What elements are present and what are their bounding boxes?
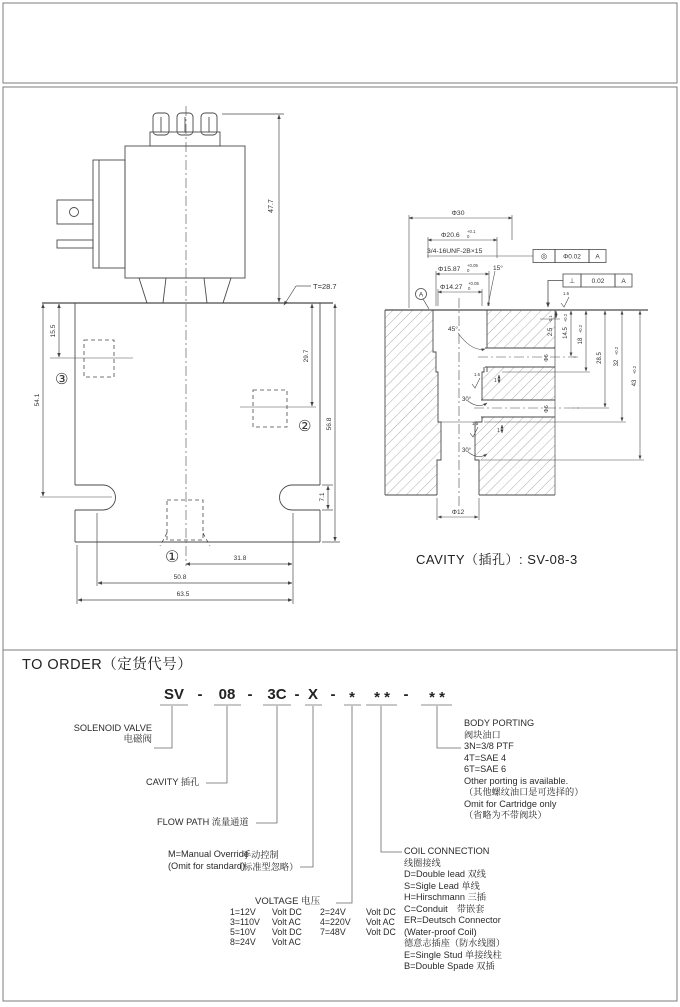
coil-connection-line: S=Sigle Lead 单线 [404, 880, 480, 891]
dim-d6-b: Φ6 [544, 405, 550, 413]
override-zh-line1: 手动控制 [242, 850, 279, 860]
leader-t28-7 [284, 286, 311, 305]
valve-body-view [40, 303, 340, 604]
dim-d30: Φ30 [451, 210, 465, 217]
voltage-cell: Volt AC [366, 917, 395, 927]
code-seg-valve: SV [163, 686, 184, 703]
dim-d206-tol-up: +0.1 [467, 229, 476, 234]
coil-connection-line: ER=Deutsch Connector [404, 915, 501, 925]
hex-nut [139, 278, 231, 303]
dim-d206: Φ20.6 [441, 232, 460, 239]
body-porting-line: 阀块油口 [464, 729, 501, 740]
dim-25: 2.5 [548, 327, 554, 337]
body-porting-line: Other porting is available. [464, 775, 569, 786]
dim-43: 43 [632, 379, 638, 387]
dim-d1427-tol-dn: 0 [468, 286, 471, 291]
code-seg-override: X [307, 686, 318, 703]
body-porting-line: 6T=SAE 6 [464, 764, 507, 774]
dim-56-8: 56.8 [326, 417, 333, 431]
coil-connection-block [404, 846, 505, 973]
dim-145: 14.5 [563, 327, 569, 339]
dim-54-1: 54.1 [34, 393, 41, 407]
gdt1-datum: A [595, 253, 600, 261]
dim-25-tol: -0.1 [548, 315, 553, 323]
dim-43-tol: +0.2 [632, 365, 637, 375]
dim-63-5: 63.5 [176, 591, 190, 598]
coil-side-view [42, 106, 333, 312]
code-dash-3: - [294, 686, 300, 703]
body-porting-block [464, 718, 583, 822]
dim-31-8: 31.8 [233, 555, 247, 562]
code-seg-flow: 3C [267, 686, 287, 703]
dim-d12: Φ12 [451, 509, 465, 516]
voltage-cell: 1=12V [230, 907, 256, 917]
voltage-cell: 8=24V [230, 937, 256, 947]
finish-b-label: 1.6 [472, 421, 478, 426]
dim-d1587: Φ15.87 [438, 266, 461, 273]
dim-d1587-tol-dn: 0 [467, 268, 470, 273]
code-seg-cavity: 08 [218, 686, 236, 703]
voltage-cell: 5=10V [230, 927, 256, 937]
gdt-frames [533, 250, 632, 308]
voltage-cell: 4=220V [320, 917, 351, 927]
voltage-table [230, 907, 418, 947]
to-order-title: TO ORDER（定货代号） [22, 657, 193, 673]
gdt2-symbol: ⊥ [568, 278, 576, 285]
dim-7-1: 7.1 [319, 492, 326, 502]
finish-c-label: 1.6 [563, 291, 569, 296]
body-porting-line: （省略为不带阀块） [464, 810, 547, 820]
body-porting-line: （其他螺纹油口是可选择的） [464, 787, 584, 797]
coil-connection-line: E=Single Stud 单接线柱 [404, 949, 502, 960]
coil-connection-line: B=Double Spade 双插 [404, 961, 495, 971]
coil-body [125, 146, 245, 278]
cavity-caption: CAVITY（插孔）: SV-08-3 [416, 552, 578, 567]
override-zh-line2: （标准型忽略） [234, 862, 299, 872]
voltage-cell [320, 937, 366, 947]
voltage-cell: Volt DC [366, 927, 396, 937]
voltage-cell: 7=48V [320, 927, 346, 937]
gdt1-symbol: ◎ [540, 251, 548, 261]
code-dash-5: - [403, 686, 409, 703]
solenoid-valve-en: SOLENOID VALVE [73, 723, 152, 733]
voltage-cell: 3=110V [230, 917, 260, 927]
port3-balloon: ③ [55, 371, 69, 388]
voltage-cell: Volt DC [272, 927, 302, 937]
voltage-header: VOLTAGE 电压 [255, 896, 321, 907]
thread-spec: 3/4-16UNF-2B×15 [427, 248, 483, 255]
page-borders [3, 3, 677, 1001]
dim-1-a: 1 [494, 378, 497, 384]
angle-30-b: 30° [462, 448, 472, 454]
voltage-cell: 2=24V [320, 907, 346, 917]
body-porting-line: BODY PORTING [464, 718, 535, 728]
dim-t28-7-label: T=28.7 [313, 282, 337, 291]
crown-nut [150, 113, 220, 146]
port3-dashed [84, 340, 114, 377]
coil-connection-line: D=Double lead 双线 [404, 869, 486, 879]
port1-balloon: ① [165, 549, 180, 566]
override-en-line1: M=Manual Override [168, 849, 249, 859]
dim-285: 28.5 [597, 352, 603, 364]
coil-connection-line: 德意志插座（防水线圈） [404, 938, 506, 948]
coil-connection-line: COIL CONNECTION [404, 846, 490, 856]
body-porting-line: 3N=3/8 PTF [464, 741, 514, 751]
body-porting-line: 4T=SAE 4 [464, 752, 507, 763]
coil-connection-line: (Water-proof Coil) [404, 926, 477, 937]
angle-15: 15° [493, 265, 503, 272]
dim-15-5: 15.5 [50, 324, 57, 338]
datum-a: A [418, 291, 424, 299]
dim-145-tol: +0.2 [563, 313, 568, 323]
dim-32-tol: +0.2 [614, 346, 619, 356]
dim-18: 18 [578, 337, 584, 345]
dim-d206-tol-dn: 0 [467, 234, 470, 239]
gdt2-value: 0.02 [591, 278, 605, 285]
code-seg-porting: * * [429, 689, 445, 706]
dim-d6-a: Φ6 [544, 354, 550, 362]
coil-connection-line: H=Hirschmann 三插 [404, 892, 486, 902]
gdt2-datum: A [621, 278, 626, 285]
code-seg-coil: * * [374, 689, 390, 706]
label-solenoid-valve [60, 723, 152, 745]
code-dash-2: - [247, 686, 253, 703]
port1-dashed [167, 500, 203, 540]
dim-d1427-tol-up: +0.05 [468, 281, 479, 286]
gdt1-value: Φ0.02 [563, 253, 581, 261]
dim-32: 32 [614, 359, 620, 367]
code-dash-1: - [197, 686, 203, 703]
angle-45: 45° [448, 326, 458, 333]
code-dash-4: - [330, 686, 336, 703]
dim-47-7-label: 47.7 [268, 199, 275, 213]
code-seg-voltage: * [349, 689, 355, 706]
angle-30-a: 30° [462, 397, 472, 403]
dim-1-b: 1 [497, 428, 500, 434]
label-cavity: CAVITY 插孔 [146, 777, 200, 787]
voltage-cell: Volt DC [272, 907, 302, 917]
cavity-section-view [385, 215, 648, 520]
finish-a-label: 1.6 [474, 372, 480, 377]
port2-dashed [253, 390, 287, 427]
dim-d1427: Φ14.27 [440, 284, 463, 291]
dim-50-8: 50.8 [173, 574, 187, 581]
body-porting-line: Omit for Cartridge only [464, 798, 557, 809]
dim-29-7: 29.7 [303, 349, 310, 363]
label-flow-path: FLOW PATH 流量通道 [157, 817, 249, 827]
coil-connection-line: C=Conduit 带嵌套 [404, 903, 485, 914]
dim-18-tol: +0.2 [578, 324, 583, 334]
voltage-cell: Volt AC [272, 917, 301, 927]
voltage-cell: Volt AC [272, 937, 301, 947]
din-connector [57, 160, 125, 268]
dim-d1587-tol-up: +0.05 [467, 263, 478, 268]
solenoid-valve-zh: 电磁阀 [123, 734, 152, 745]
voltage-cell: Volt DC [366, 907, 396, 917]
port2-balloon: ② [298, 418, 312, 435]
coil-connection-line: 线圈接线 [404, 857, 441, 868]
override-en-line2: (Omit for standard) [168, 861, 246, 871]
